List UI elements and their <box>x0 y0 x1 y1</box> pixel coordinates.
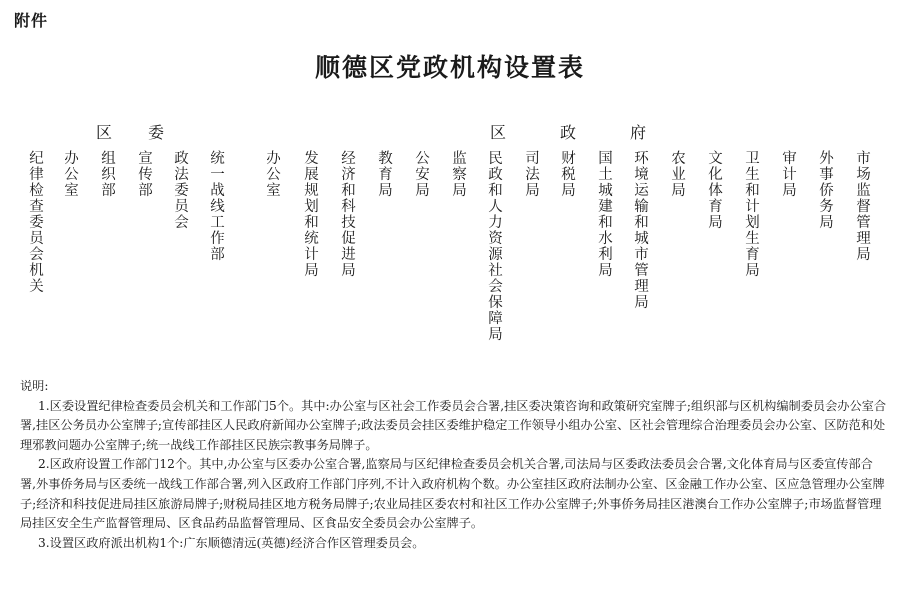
dept-gov-foreign-affairs: 外事侨务局 <box>817 150 833 230</box>
dept-party-united-front: 统一战线工作部 <box>208 150 224 262</box>
dept-party-propaganda: 宣传部 <box>136 150 152 198</box>
dept-party-political-legal: 政法委员会 <box>172 150 188 230</box>
dept-gov-environment-transport: 环境运输和城市管理局 <box>632 150 648 310</box>
dept-party-organization: 组织部 <box>99 150 115 198</box>
dept-gov-justice: 司法局 <box>523 150 539 198</box>
dept-gov-market-supervision: 市场监督管理局 <box>854 150 870 262</box>
dept-gov-culture-sports: 文化体育局 <box>706 150 722 230</box>
party-committee-label-char: 委 <box>148 123 165 142</box>
dept-gov-land-water: 国土城建和水利局 <box>596 150 612 278</box>
notes-section <box>20 377 888 553</box>
dept-gov-economy-tech: 经济和科技促进局 <box>339 150 355 278</box>
dept-gov-education: 教育局 <box>376 150 392 198</box>
dept-gov-finance-tax: 财税局 <box>559 150 575 198</box>
attachment-label: 附件 <box>14 11 49 30</box>
government-label-char: 区 <box>490 123 507 142</box>
notes-heading: 说明: <box>20 379 49 393</box>
dept-gov-agriculture: 农业局 <box>669 150 685 198</box>
dept-gov-supervision: 监察局 <box>450 150 466 198</box>
party-committee-label-char: 区 <box>96 123 113 142</box>
note-item: 1.区委设置纪律检查委员会机关和工作部门5个。其中:办公室与区社会工作委员会合署,挂区委决策咨询和政策研究室牌子;组织部与区机构编制委员会办公室合署,挂区公务员办公室牌子;宣传部挂区人民政府新闻办公室牌子;政法委员会挂区委维护稳定工作领导小组办公室、区社会管理综合治理委员会办公室、区防范和处理邪教问题办公室牌子;统一战线工作部挂区民族宗教事务局牌子。 <box>20 398 887 452</box>
dept-gov-public-security: 公安局 <box>413 150 429 198</box>
note-item: 2.区政府设置工作部门12个。其中,办公室与区委办公室合署,监察局与区纪律检查委员会机关合署,司法局与区委政法委员会合署,文化体育局与区委宣传部合署,外事侨务局与区委统一战线工作部合署,列入区政府工作部门序列,不计入政府机构个数。办公室挂区政府法制办公室、区金融工作办公室、区应急管理办公室牌子;经济和科技促进局挂区旅游局牌子;财税局挂区地方税务局牌子;农业局挂区委农村和社区工作办公室牌子;外事侨务局挂区港澳台工作办公室牌子;市场监督管理局挂区安全生产监督管理局、区食品药品监督管理局、区食品安全委员会办公室牌子。 <box>20 457 885 531</box>
dept-gov-office: 办公室 <box>264 150 280 198</box>
dept-party-discipline-commission: 纪律检查委员会机关 <box>27 150 43 294</box>
dept-gov-health-family-planning: 卫生和计划生育局 <box>743 150 759 278</box>
dept-gov-planning-statistics: 发展规划和统计局 <box>302 150 318 278</box>
government-label-char: 政 <box>560 123 577 142</box>
note-item: 3.设置区政府派出机构1个:广东顺德清远(英德)经济合作区管理委员会。 <box>38 535 425 550</box>
dept-gov-audit: 审计局 <box>780 150 796 198</box>
page-title: 顺德区党政机构设置表 <box>314 53 585 82</box>
government-label-char: 府 <box>630 123 647 142</box>
dept-gov-civil-affairs-hr: 民政和人力资源社会保障局 <box>486 150 502 342</box>
dept-party-office: 办公室 <box>62 150 78 198</box>
